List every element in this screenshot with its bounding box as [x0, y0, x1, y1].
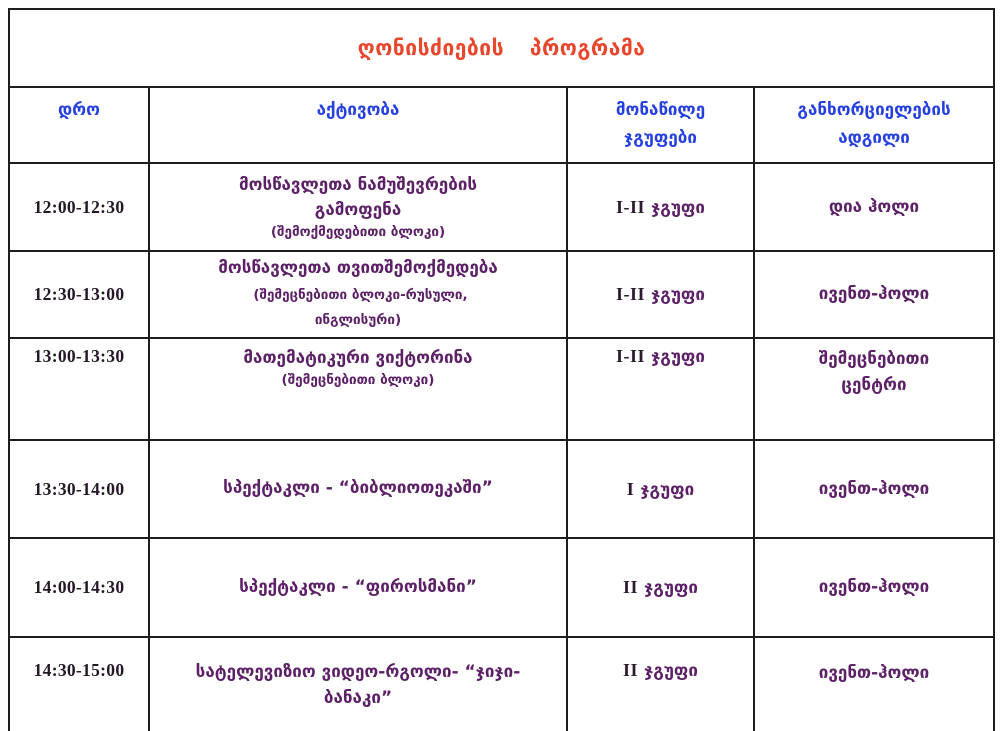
- header-location-label: განხორციელების ადგილი: [797, 100, 951, 149]
- table-row: [9, 163, 994, 251]
- group-label: ჯგუფი: [644, 578, 698, 598]
- location-cell: [754, 163, 994, 251]
- group-roman: I-II: [616, 284, 646, 304]
- group-roman: I-II: [616, 196, 646, 217]
- time-cell: 12:00-12:30: [9, 163, 149, 251]
- group-label: ჯგუფი: [651, 285, 705, 305]
- header-activity-label: აქტივობა: [316, 100, 400, 120]
- activity-text: მოსწავლეთა თვითშემოქმედება: [218, 258, 498, 279]
- activity-note: (შემოქმედებითი ბლოკი): [270, 223, 446, 240]
- table-row: [9, 338, 994, 440]
- group-roman: I: [626, 478, 635, 499]
- location-cell: [754, 440, 994, 538]
- column-header-activity: [149, 87, 567, 163]
- activity-text: სპექტაკლი - “ფიროსმანი”: [239, 576, 477, 597]
- time-cell: 13:00-13:30: [9, 338, 149, 440]
- activity-cell: [149, 440, 567, 538]
- activity-text: სატელევიზიო ვიდეო-რგოლი- “ჯიჯი-ბანაკი”: [195, 662, 521, 708]
- activity-text: სპექტაკლი - “ბიბლიოთეკაში”: [223, 478, 493, 499]
- activity-cell: [149, 338, 567, 440]
- header-groups-label: მონაწილე ჯგუფები: [615, 100, 706, 149]
- column-header-location: [754, 87, 994, 163]
- group-label: ჯგუფი: [640, 479, 695, 500]
- activity-text: მათემატიკური ვიქტორინა: [243, 348, 473, 368]
- time-cell: 13:30-14:00: [9, 440, 149, 538]
- group-cell: [567, 163, 754, 251]
- location-text: ივენთ-ჰოლი: [818, 284, 930, 305]
- title-row: [9, 9, 994, 87]
- location-cell: [754, 338, 994, 440]
- header-row: [9, 87, 994, 163]
- table-row: [9, 637, 994, 731]
- activity-text: მოსწავლეთა ნამუშევრების გამოფენა: [238, 174, 478, 221]
- header-time-label: დრო: [57, 100, 101, 120]
- location-text: ივენთ-ჰოლი: [818, 577, 930, 598]
- location-cell: [754, 538, 994, 637]
- location-text: ივენთ-ჰოლი: [818, 478, 930, 499]
- time-cell: 12:30-13:00: [9, 251, 149, 338]
- group-cell: [567, 338, 754, 440]
- activity-cell: [149, 637, 567, 731]
- location-cell: [754, 251, 994, 338]
- activity-cell: [149, 251, 567, 338]
- group-cell: [567, 440, 754, 538]
- group-label: ჯგუფი: [651, 347, 705, 367]
- time-cell: 14:30-15:00: [9, 637, 149, 731]
- location-text: შემეცნებითი ცენტრი: [818, 349, 930, 396]
- title-cell: [9, 9, 994, 87]
- group-cell: [567, 637, 754, 731]
- activity-note: (შემეცნებითი ბლოკი): [281, 371, 435, 388]
- program-table: [8, 8, 995, 731]
- column-header-groups: [567, 87, 754, 163]
- group-roman: II: [623, 577, 639, 597]
- group-label: ჯგუფი: [651, 197, 705, 218]
- table-row: [9, 538, 994, 637]
- table-row: [9, 251, 994, 338]
- group-roman: I-II: [616, 346, 646, 366]
- group-label: ჯგუფი: [644, 661, 698, 681]
- location-text: ივენთ-ჰოლი: [818, 663, 930, 683]
- column-header-time: [9, 87, 149, 163]
- page-title: ღონისძიების პროგრამა: [357, 36, 646, 60]
- group-roman: II: [623, 660, 639, 680]
- group-cell: [567, 538, 754, 637]
- location-text: დია ჰოლი: [828, 196, 920, 217]
- group-cell: [567, 251, 754, 338]
- location-cell: [754, 637, 994, 731]
- activity-cell: [149, 538, 567, 637]
- activity-cell: [149, 163, 567, 251]
- table-row: [9, 440, 994, 538]
- time-cell: 14:00-14:30: [9, 538, 149, 637]
- activity-note: (შემეცნებითი ბლოკი-რუსული, ინგლისური): [253, 286, 468, 329]
